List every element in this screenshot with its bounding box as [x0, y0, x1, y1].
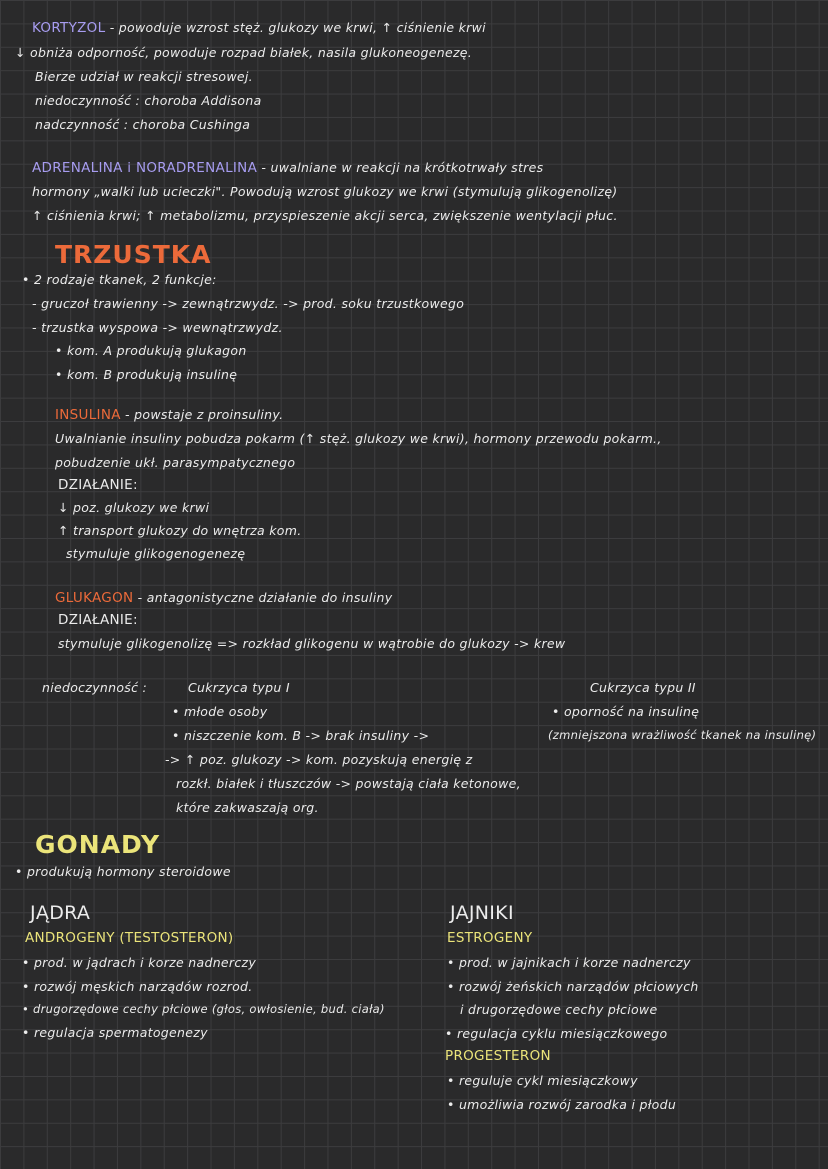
insulina-line: [55, 407, 283, 423]
text-line: • rozwój męskich narządów rozrod.: [22, 979, 253, 994]
text-line: - trzustka wyspowa -> wewnątrzwydz.: [32, 320, 283, 335]
jajniki-heading: JAJNIKI: [450, 902, 514, 924]
kortyzol-line: [32, 20, 486, 36]
text-line: pobudzenie ukł. parasympatycznego: [55, 455, 296, 470]
text-line: • młode osoby: [172, 704, 268, 719]
text-line: stymuluje glikogenogenezę: [66, 546, 246, 561]
text-line: • 2 rodzaje tkanek, 2 funkcje:: [22, 272, 217, 287]
text-line: ↑ ciśnienia krwi; ↑ metabolizmu, przyspieszenie akcji serca, zwiększenie wentylacji płuc.: [32, 208, 618, 223]
text-line: rozkł. białek i tłuszczów -> powstają ciała ketonowe,: [176, 776, 521, 791]
text-line: • reguluje cykl miesiączkowy: [447, 1073, 638, 1088]
text-line: • regulacja cyklu miesiączkowego: [445, 1026, 668, 1041]
text-line: • drugorzędowe cechy płciowe (głos, owłosienie, bud. ciała): [22, 1002, 385, 1016]
text: - powoduje wzrost stęż. glukozy we krwi, ↑ ciśnienie krwi: [105, 20, 486, 35]
text-line: • prod. w jajnikach i korze nadnerczy: [447, 955, 691, 970]
trzustka-heading: TRZUSTKA: [55, 240, 212, 269]
text-line: • prod. w jądrach i korze nadnerczy: [22, 955, 257, 970]
text-line: • kom. B produkują insulinę: [55, 367, 238, 382]
cukrzyca-typu-1-heading: Cukrzyca typu I: [188, 680, 290, 695]
text-line: • umożliwia rozwój zarodka i płodu: [447, 1097, 677, 1112]
text-line: • niszczenie kom. B -> brak insuliny ->: [172, 728, 430, 743]
progesteron-subheading: PROGESTERON: [445, 1048, 551, 1064]
adrenalina-heading: ADRENALINA i NORADRENALINA: [32, 160, 258, 176]
text-line: • oporność na insulinę: [552, 704, 700, 719]
text-line: • kom. A produkują glukagon: [55, 343, 247, 358]
text-line: Uwalnianie insuliny pobudza pokarm (↑ stęż. glukozy we krwi), hormony przewodu pokarm.,: [55, 431, 662, 446]
text: - uwalniane w reakcji na krótkotrwały stres: [257, 160, 544, 175]
text-line: stymuluje glikogenolizę => rozkład glikogenu w wątrobie do glukozy -> krew: [58, 636, 566, 651]
text-line: hormony „walki lub ucieczki". Powodują wzrost glukozy we krwi (stymulują glikogenolizę): [32, 184, 618, 199]
cukrzyca-typu-2-heading: Cukrzyca typu II: [590, 680, 696, 695]
text-line: • regulacja spermatogenezy: [22, 1025, 208, 1040]
androgeny-subheading: ANDROGENY (TESTOSTERON): [25, 930, 234, 946]
text-line: (zmniejszona wrażliwość tkanek na insulinę): [548, 728, 817, 742]
text: - antagonistyczne działanie do insuliny: [133, 590, 393, 605]
text-line: i drugorzędowe cechy płciowe: [460, 1002, 658, 1017]
glukagon-heading: GLUKAGON: [55, 590, 134, 606]
text-line: -> ↑ poz. glukozy -> kom. pozyskują energię z: [165, 752, 473, 767]
estrogeny-subheading: ESTROGENY: [447, 930, 533, 946]
text-line: które zakwaszają org.: [176, 800, 319, 815]
gonady-heading: GONADY: [35, 830, 161, 859]
text: - powstaje z proinsuliny.: [120, 407, 284, 422]
text-line: • produkują hormony steroidowe: [15, 864, 231, 879]
text-line: ↓ poz. glukozy we krwi: [58, 500, 210, 515]
text-line: niedoczynność : choroba Addisona: [35, 93, 262, 108]
text-line: Bierze udział w reakcji stresowej.: [35, 69, 253, 84]
jadra-heading: JĄDRA: [30, 902, 91, 924]
dzialanie-label: DZIAŁANIE:: [58, 477, 138, 493]
glukagon-line: [55, 590, 392, 606]
text-line: ↑ transport glukozy do wnętrza kom.: [58, 523, 302, 538]
text-line: - gruczoł trawienny -> zewnątrzwydz. -> prod. soku trzustkowego: [32, 296, 465, 311]
dzialanie-label: DZIAŁANIE:: [58, 612, 138, 628]
text-line: ↓ obniża odporność, powoduje rozpad białek, nasila glukoneogenezę.: [15, 45, 473, 60]
adrenalina-line: [32, 160, 543, 176]
text-line: • rozwój żeńskich narządów płciowych: [447, 979, 699, 994]
kortyzol-heading: KORTYZOL: [32, 20, 106, 36]
insulina-heading: INSULINA: [55, 407, 121, 423]
niedoczynnosc-label: niedoczynność :: [42, 680, 148, 695]
text-line: nadczynność : choroba Cushinga: [35, 117, 251, 132]
